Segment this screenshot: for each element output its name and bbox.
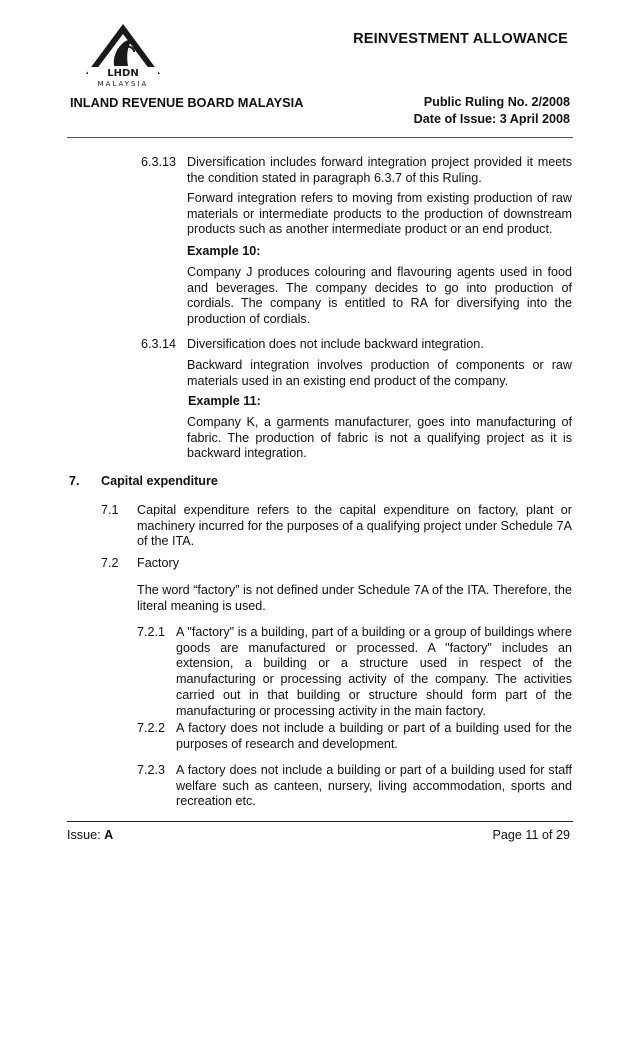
document-title: REINVESTMENT ALLOWANCE <box>353 31 568 47</box>
paragraph: Capital expenditure refers to the capital expenditure on factory, plant or machinery incurred for the purposes of a qualifying project under Schedule 7A of the ITA. <box>137 503 572 549</box>
paragraph: Diversification does not include backward integration. <box>187 337 484 351</box>
issue-label-text: Issue: <box>67 828 101 842</box>
paragraph: Backward integration involves production of components or raw materials used in an existing end product of the company. <box>187 358 572 388</box>
subsection-heading: Factory <box>137 556 179 570</box>
section-number: 7.2.2 <box>137 721 166 735</box>
section-heading: Capital expenditure <box>101 474 218 488</box>
section-number: 6.3.13 <box>141 155 177 169</box>
issue-label <box>67 828 113 842</box>
example-text: Company J produces colouring and flavouring agents used in food and beverages. The company decides to go into production of cordials. The company is entitled to RA for diversifying into the production of cordials. <box>187 265 572 327</box>
section-number: 7.2.3 <box>137 763 166 777</box>
example-text: Company K, a garments manufacturer, goes into manufacturing of fabric. The production of fabric is not a qualifying project as it is backward integration. <box>187 415 572 461</box>
example-title: Example 10: <box>187 244 261 258</box>
paragraph: Diversification includes forward integration project provided it meets the condition stated in paragraph 6.3.7 of this Ruling. <box>187 155 572 185</box>
svg-text:MALAYSIA: MALAYSIA <box>97 80 149 88</box>
section-number: 6.3.14 <box>141 337 177 351</box>
lhdn-logo <box>84 22 162 88</box>
page-number: Page 11 of 29 <box>492 828 570 842</box>
paragraph: The word “factory” is not defined under Schedule 7A of the ITA. Therefore, the literal meaning is used. <box>137 583 572 613</box>
svg-text:LHDN: LHDN <box>107 68 139 79</box>
agency-name: INLAND REVENUE BOARD MALAYSIA <box>70 95 304 110</box>
header-divider <box>67 137 573 138</box>
paragraph: Forward integration refers to moving from existing production of raw materials or intermediate products to the production of downstream products such as another intermediate product or an end product. <box>187 191 572 237</box>
ruling-number: Public Ruling No. 2/2008 <box>423 95 570 109</box>
section-number: 7. <box>69 474 80 488</box>
issue-value: A <box>104 828 114 842</box>
issue-date: Date of Issue: 3 April 2008 <box>413 112 570 126</box>
footer-divider <box>67 821 573 822</box>
section-number: 7.1 <box>101 503 119 517</box>
ruling-info <box>414 94 570 128</box>
section-number: 7.2.1 <box>137 625 166 639</box>
paragraph: A "factory" is a building, part of a building or a group of buildings where goods are manufactured or processed. A "factory" includes an extension, a building or a structure used in respect of the manufacturing or processing activity of the company. The activities carried out in that building or structure should form part of the manufacturing or processing activity in the main factory. <box>176 625 572 718</box>
paragraph: A factory does not include a building or part of a building used for staff welfare such as canteen, nursery, living accommodation, sports and recreation etc. <box>176 763 572 809</box>
paragraph: A factory does not include a building or part of a building used for the purposes of research and development. <box>176 721 572 751</box>
section-number: 7.2 <box>101 556 119 570</box>
example-title: Example 11: <box>188 394 261 408</box>
